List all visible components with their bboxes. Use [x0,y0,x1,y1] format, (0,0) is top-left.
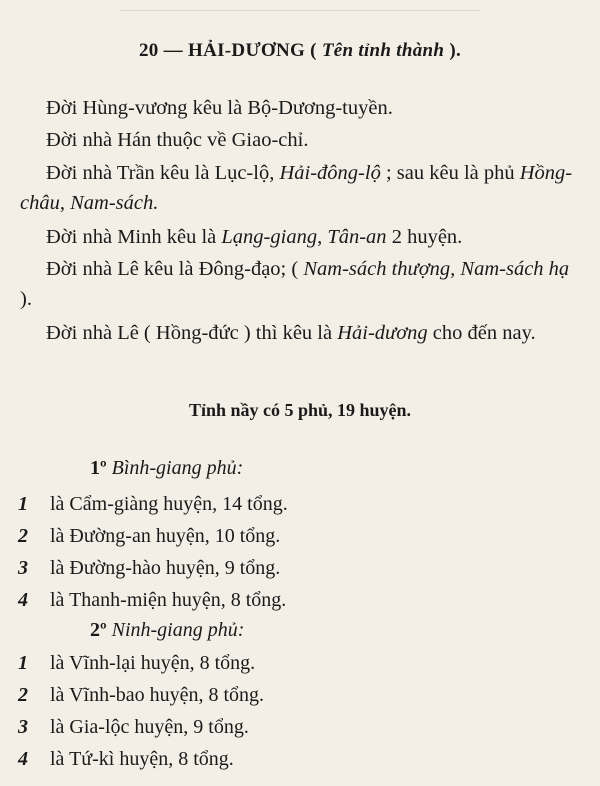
history-paragraph [20,254,585,314]
history-text: cho đến nay. [427,322,536,344]
list-item [18,652,255,675]
heading-note-close: ). [449,40,462,61]
item-number: 1 [18,652,28,674]
item-text: là Đường-hào huyện, 9 tổng. [50,557,281,579]
item-number: 4 [18,589,28,611]
list-item [18,684,264,707]
section-heading [0,40,600,62]
list-item [18,716,249,739]
bleed-through-decoration [120,10,480,12]
item-text: là Đường-an huyện, 10 tổng. [50,525,281,547]
history-paragraph [20,318,585,348]
section-name: Ninh-giang phủ: [111,619,245,641]
history-paragraph [20,158,585,218]
section-number: 2º [90,619,107,641]
item-number: 3 [18,557,28,579]
history-text: Đời nhà Minh kêu là [46,226,222,248]
item-number: 4 [18,748,28,770]
list-item [18,493,288,516]
province-summary: Tỉnh nầy có 5 phủ, 19 huyện. [188,400,412,420]
item-number: 2 [18,525,28,547]
history-paragraph [20,93,585,123]
section-name: Bình-giang phủ: [111,457,244,479]
history-text: Đời nhà Lê kêu là Đông-đạo; ( [46,258,304,280]
history-paragraph [20,125,585,155]
history-text-italic: Hải-đông-lộ [279,162,381,184]
history-text-italic: Lạng-giang [221,226,318,248]
list-item [18,557,280,580]
list-item [18,748,234,771]
history-text: Đời nhà Hán thuộc về Giao-chỉ. [46,129,309,151]
list-item [18,525,280,548]
history-text: ). [20,288,32,310]
heading-note-open: ( [310,40,317,61]
section-subheading [90,457,243,480]
item-number: 2 [18,684,28,706]
history-text-italic: Nam-sách thượng, Nam-sách hạ [303,258,570,280]
item-text: là Vĩnh-bao huyện, 8 tổng. [50,684,265,706]
heading-dash: — [163,40,183,61]
history-text: 2 huyện. [386,226,463,248]
history-text-italic: Hải-dương [337,322,428,344]
item-text: là Vĩnh-lại huyện, 8 tổng. [50,652,256,674]
item-number: 1 [18,493,28,515]
history-text: Đời nhà Lê ( Hồng-đức ) thì kêu là [46,322,338,344]
history-text: Đời Hùng-vương kêu là Bộ-Dương-tuyền. [46,97,393,119]
history-text-italic: Tân-an [327,226,387,248]
item-text: là Gia-lộc huyện, 9 tổng. [50,716,249,738]
item-text: là Cẩm-giàng huyện, 14 tổng. [50,493,288,515]
history-text: , [317,226,328,248]
item-text: là Thanh-miện huyện, 8 tổng. [50,589,287,611]
history-text-italic: Hồng-châu, Nam-sách. [20,162,573,214]
section-number: 1º [90,457,107,479]
history-text: Đời nhà Trần kêu là Lục-lộ, [46,162,280,184]
item-text: là Tứ-kì huyện, 8 tổng. [50,748,234,770]
list-item [18,589,286,612]
history-text: ; sau kêu là phủ [380,162,520,184]
history-paragraph [20,222,585,252]
heading-number: 20 [138,40,159,61]
heading-note: Tên tỉnh thành [321,40,445,61]
section-subheading [90,619,244,642]
item-number: 3 [18,716,28,738]
heading-name: HẢI-DƯƠNG [188,40,306,61]
